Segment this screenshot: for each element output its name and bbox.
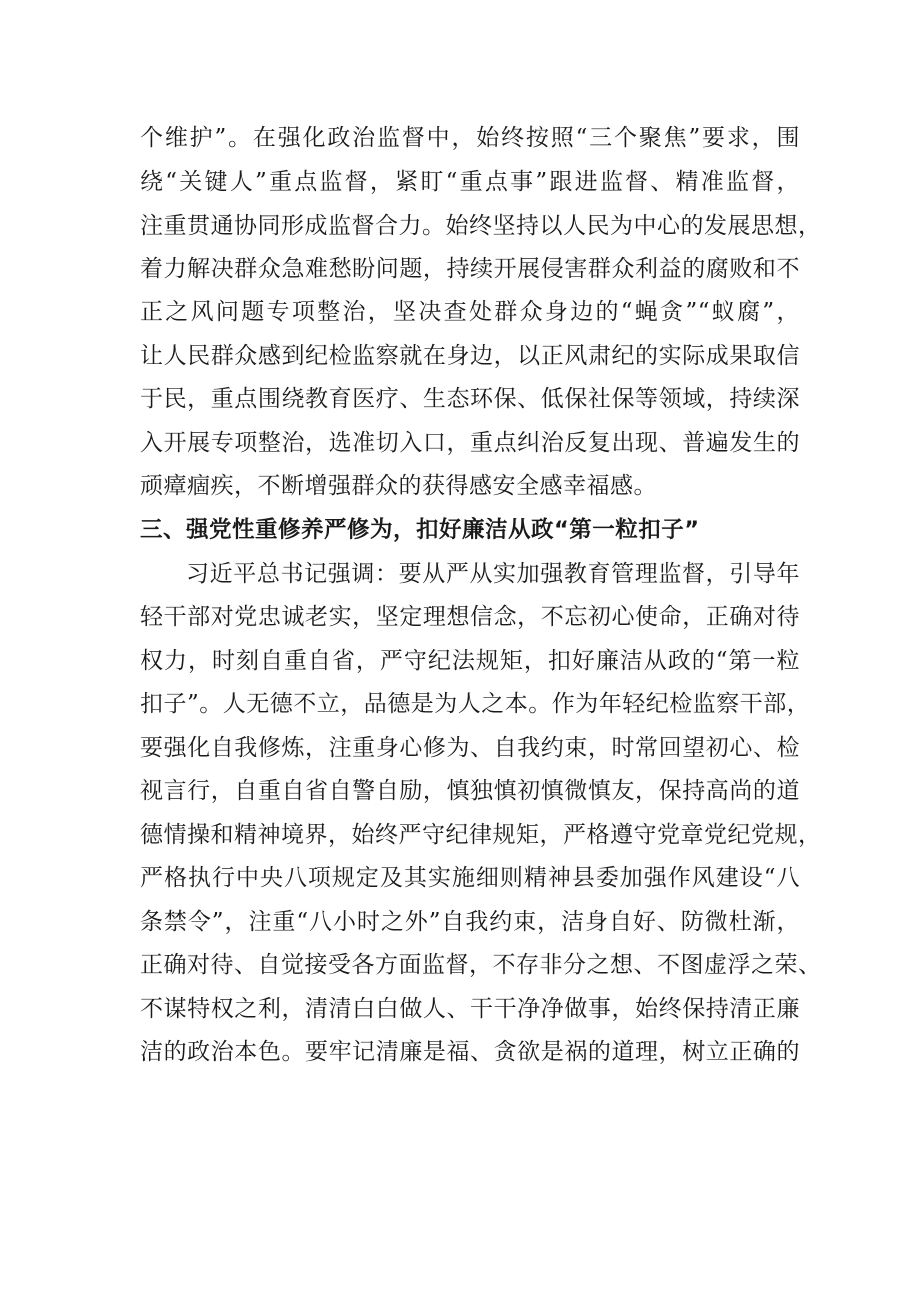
paragraph1-line-5: 正之风问题专项整治，坚决查处群众身边的“蝇贪”“蚁腐”， (140, 299, 800, 325)
section3-line-12: 洁的政治本色。要牢记清廉是福、贪欲是祸的道理，树立正确的 (140, 1039, 800, 1065)
paragraph1-line-2: 绕“关键人”重点监督，紧盯“重点事”跟进监督、精准监督， (140, 169, 800, 195)
section3-heading: 三、强党性重修养严修为，扣好廉洁从政“第一粒扣子” (140, 517, 700, 543)
section3-line-6: 视言行，自重自省自警自励，慎独慎初慎微慎友，保持高尚的道 (140, 778, 800, 804)
paragraph1-line-4: 着力解决群众急难愁盼问题，持续开展侵害群众利益的腐败和不 (140, 256, 800, 282)
paragraph1-line-6: 让人民群众感到纪检监察就在身边，以正风肃纪的实际成果取信 (140, 343, 800, 369)
paragraph1-line-3: 注重贯通协同形成监督合力。始终坚持以人民为中心的发展思想， (140, 213, 822, 239)
section3-line-1: 习近平总书记强调：要从严从实加强教育管理监督，引导年 (186, 561, 800, 587)
paragraph1-line-7: 于民，重点围绕教育医疗、生态环保、低保社保等领域，持续深 (140, 386, 800, 412)
section3-line-9: 条禁令”，注重“八小时之外”自我约束，洁身自好、防微杜渐， (140, 909, 800, 935)
section3-line-3: 权力，时刻自重自省，严守纪法规矩，扣好廉洁从政的“第一粒 (140, 648, 800, 674)
section3-line-10: 正确对待、自觉接受各方面监督，不存非分之想、不图虚浮之荣、 (140, 952, 822, 978)
section3-line-11: 不谋特权之利，清清白白做人、干干净净做事，始终保持清正廉 (140, 996, 800, 1022)
section3-line-4: 扣子”。人无德不立，品德是为人之本。作为年轻纪检监察干部， (140, 691, 811, 717)
paragraph1-line-1: 个维护”。在强化政治监督中，始终按照“三个聚焦”要求，围 (140, 125, 800, 151)
section3-line-2: 轻干部对党忠诚老实，坚定理想信念，不忘初心使命，正确对待 (140, 604, 800, 630)
section3-line-5: 要强化自我修炼，注重身心修为、自我约束，时常回望初心、检 (140, 735, 800, 761)
paragraph1-line-8: 入开展专项整治，选准切入口，重点纠治反复出现、普遍发生的 (140, 430, 800, 456)
section3-line-7: 德情操和精神境界，始终严守纪律规矩，严格遵守党章党纪党规， (140, 822, 822, 848)
section3-line-8: 严格执行中央八项规定及其实施细则精神县委加强作风建设“八 (140, 865, 800, 891)
paragraph1-line-9: 顽瘴痼疾，不断增强群众的获得感安全感幸福感。 (140, 473, 657, 499)
